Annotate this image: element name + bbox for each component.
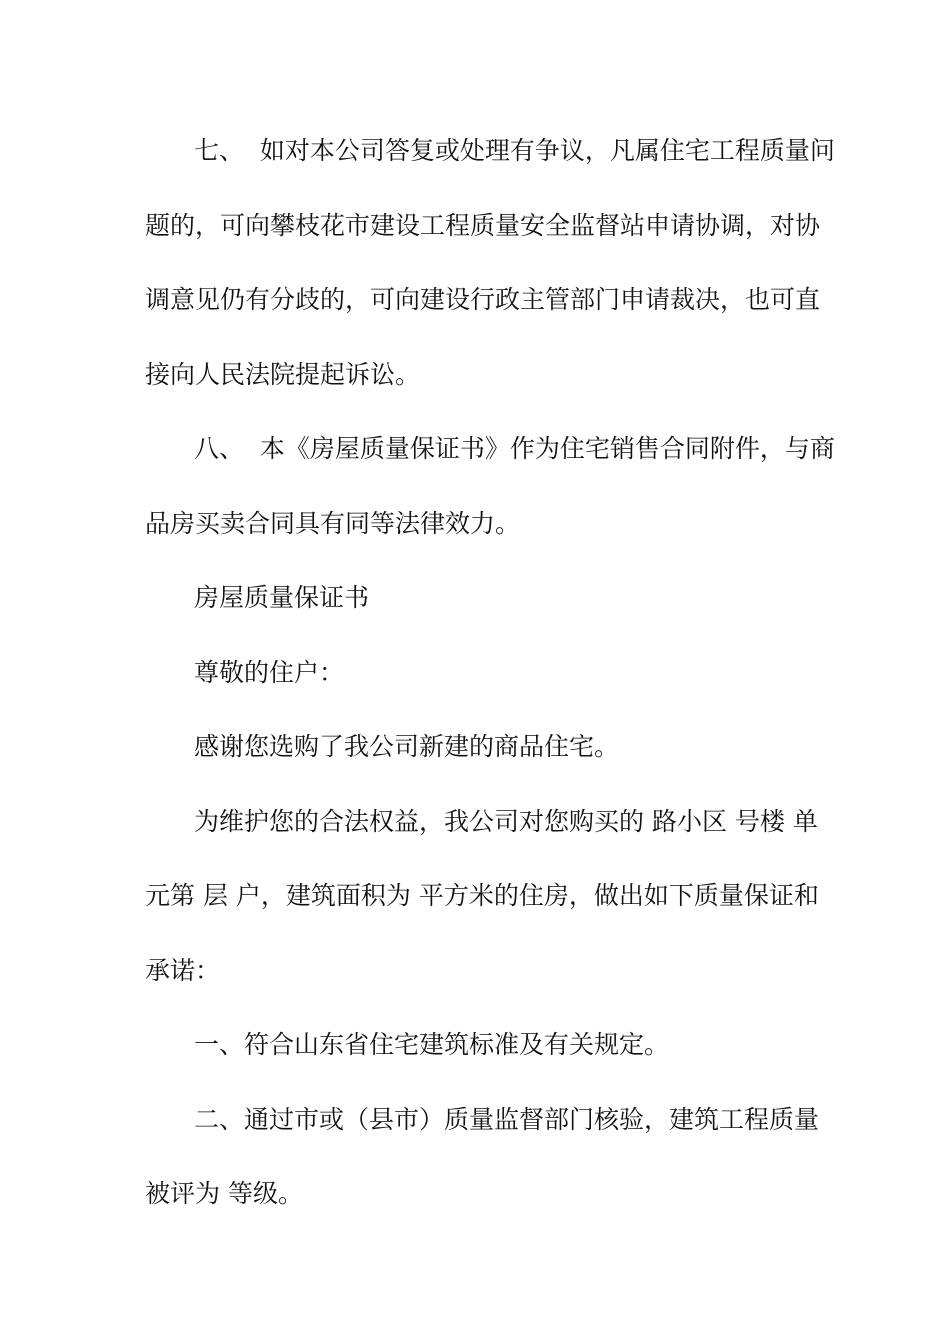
text-line: 元第 层 户，建筑面积为 平方米的住房，做出如下质量保证和 — [145, 881, 819, 910]
text-line: 二、通过市或（县市）质量监督部门核验，建筑工程质量 — [194, 1104, 820, 1134]
text-line: 感谢您选购了我公司新建的商品住宅。 — [194, 732, 620, 761]
salutation: 尊敬的住户： — [194, 657, 345, 687]
document-body — [145, 129, 835, 1247]
text-line: 被评为 等级。 — [145, 1179, 303, 1208]
text-line: 品房买卖合同具有同等法律效力。 — [145, 508, 521, 538]
section-title: 房屋质量保证书 — [194, 583, 370, 612]
text-line: 调意见仍有分歧的，可向建设行政主管部门申请裁决，也可直 — [145, 285, 821, 314]
text-line: 为维护您的合法权益，我公司对您购买的 路小区 号楼 单 — [194, 806, 818, 836]
text-line: 一、符合山东省住宅建筑标准及有关规定。 — [194, 1030, 670, 1059]
text-line: 七、 如对本公司答复或处理有争议，凡属住宅工程质量问 — [194, 136, 835, 165]
text-line: 题的，可向攀枝花市建设工程质量安全监督站申请协调，对协 — [145, 210, 821, 240]
text-line: 八、 本《房屋质量保证书》作为住宅销售合同附件，与商 — [194, 434, 835, 463]
text-line: 承诺： — [145, 955, 221, 985]
text-line: 接向人民法院提起诉讼。 — [145, 359, 421, 389]
